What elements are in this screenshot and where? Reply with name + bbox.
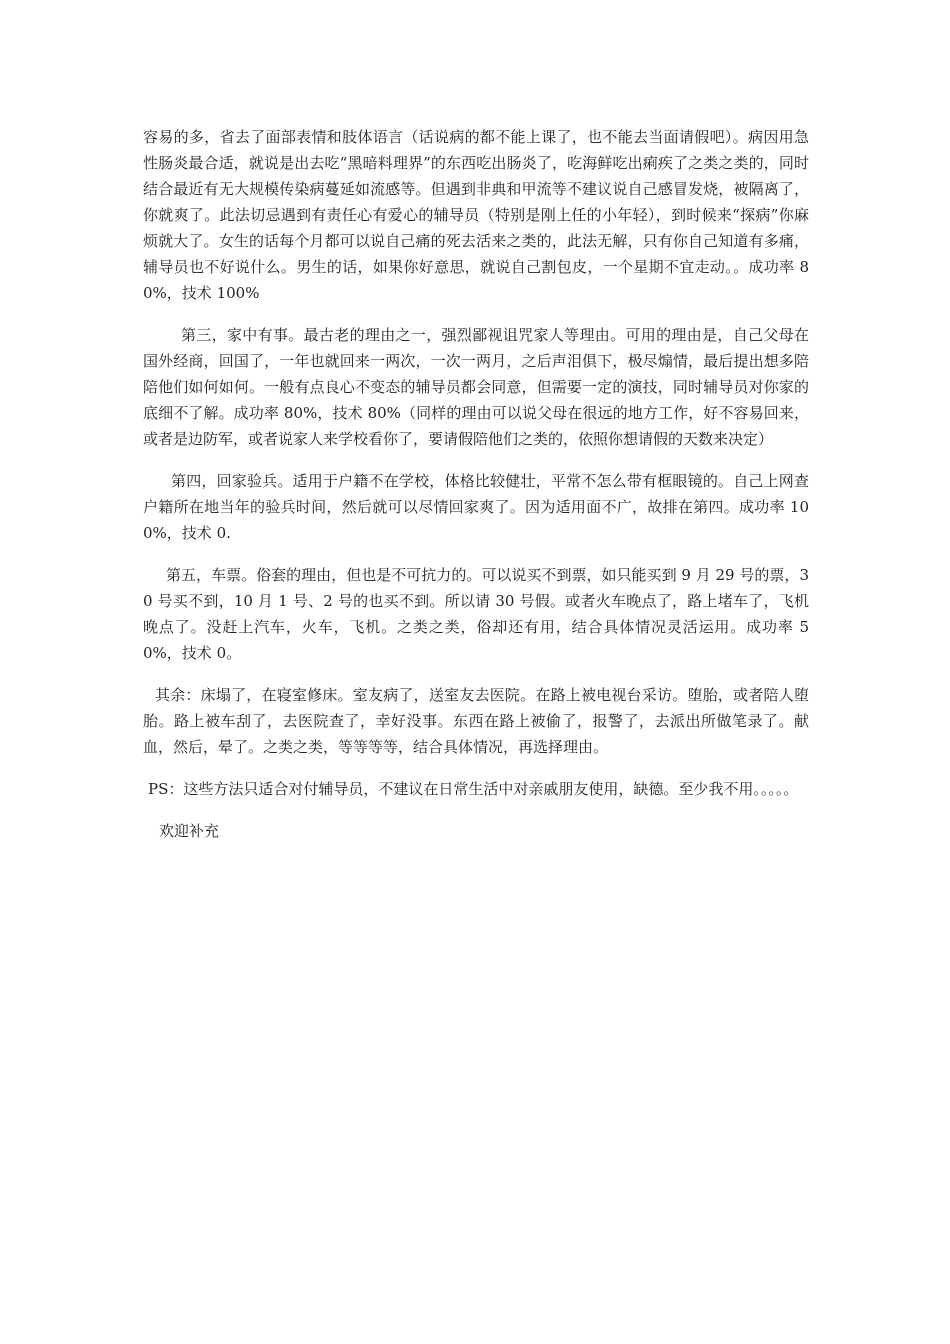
paragraph-family-matters: 第三，家中有事。最古老的理由之一，强烈鄙视诅咒家人等理由。可用的理由是，自己父母在国外经商，回国了，一年也就回来一两次，一次一两月，之后声泪俱下，极尽煽情，最后提出想多陪陪他们如何如何。一般有点良心不变态的辅导员都会同意，但需要一定的演技，同时辅导员对你家的底细不了解。成功率 80%，技术 80%（同样的理由可以说父母在很远的地方工作，好不容易回来，或者是边防军，或者说家人来学校看你了，要请假陪他们之类的，依照你想请假的天数来决定） [143, 326, 809, 448]
paragraph-other-reasons: 其余：床塌了，在寝室修床。室友病了，送室友去医院。在路上被电视台采访。堕胎，或者陪人堕胎。路上被车刮了，去医院查了，幸好没事。东西在路上被偷了，报警了，去派出所做笔录了。献血，然后，晕了。之类之类，等等等等，结合具体情况，再选择理由。 [143, 686, 809, 756]
paragraph-military-check: 第四，回家验兵。适用于户籍不在学校，体格比较健壮，平常不怎么带有框眼镜的。自己上网查户籍所在地当年的验兵时间，然后就可以尽情回家爽了。因为适用面不广，故排在第四。成功率 100%，技术 0. [143, 472, 809, 542]
document-body [143, 124, 809, 860]
paragraph-illness-continued: 容易的多，省去了面部表情和肢体语言（话说病的都不能上课了，也不能去当面请假吧）。病因用急性肠炎最合适，就说是出去吃“黑暗料理界”的东西吃出肠炎了，吃海鲜吃出痢疾了之类之类的，同时结合最近有无大规模传染病蔓延如流感等。但遇到非典和甲流等不建议说自己感冒发烧，被隔离了，你就爽了。此法切忌遇到有责任心有爱心的辅导员（特别是刚上任的小年轻），到时候来“探病”你麻烦就大了。女生的话每个月都可以说自己痛的死去活来之类的，此法无解，只有你自己知道有多痛，辅导员也不好说什么。男生的话，如果你好意思，就说自己割包皮，一个星期不宜走动。。成功率 80%，技术 100% [143, 128, 809, 302]
paragraph-welcome: 欢迎补充 [159, 822, 220, 840]
paragraph-ps-note: PS：这些方法只适合对付辅导员，不建议在日常生活中对亲戚朋友使用，缺德。至少我不用。。。。。 [148, 780, 799, 798]
paragraph-train-tickets: 第五，车票。俗套的理由，但也是不可抗力的。可以说买不到票，如只能买到 9 月 29 号的票，30 号买不到，10 月 1 号、2 号的也买不到。所以请 30 号假。或者火车晚点了，路上堵车了，飞机晚点了。没赶上汽车，火车，飞机。之类之类，俗却还有用，结合具体情况灵活运用。成功率 50%，技术 0。 [143, 566, 809, 662]
